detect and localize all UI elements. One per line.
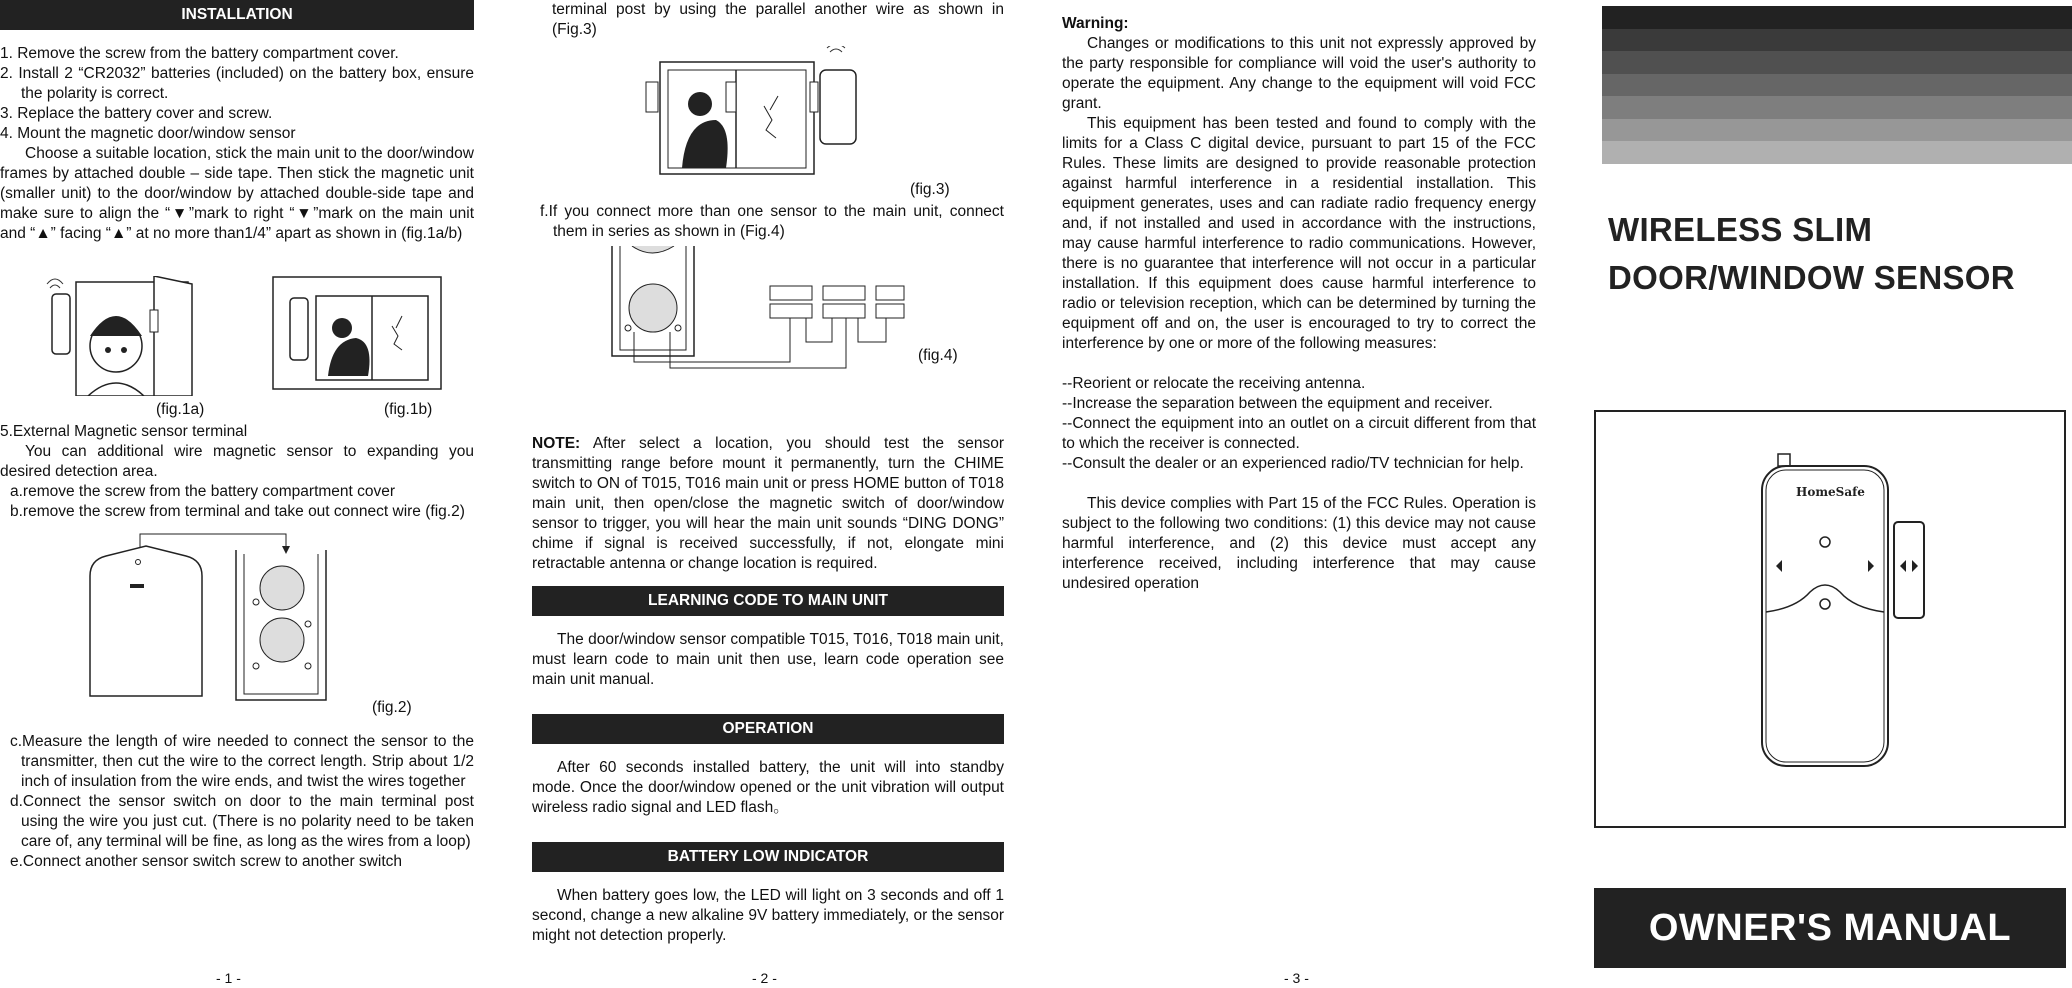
stripe-7 [1602,141,2072,164]
mount-paragraph: Choose a suitable location, stick the main unit to the door/window frames by attached double – side tape. Then stick the magnetic unit (smaller unit) to the door/window by attached double-side tape and make sure to align the “▼”mark to right “▼”mark on the main unit and “▲” facing “▲” at no more than1/4” apart as shown in (fig.1a/b) [0,145,474,242]
fig3-illustration [644,46,904,178]
battery-low-header: BATTERY LOW INDICATOR [532,842,1004,872]
figure-2 [0,522,474,732]
operation-header: OPERATION [532,714,1004,744]
fig3-caption: (fig.3) [910,181,950,198]
operation-text: After 60 seconds installed battery, the unit will into standby mode. Once the door/window opened or the unit vibration will output wireless radio signal and LED flash。 [532,759,1004,816]
page-number-1: - 1 - [216,970,241,986]
fig1b-illustration [272,276,442,390]
note-label: NOTE: [532,435,581,452]
installation-header: INSTALLATION [0,0,474,30]
sub-step-e: e.Connect another sensor switch screw to another switch [10,853,402,870]
fig2-illustration [86,528,346,704]
step-1: 1. Remove the screw from the battery compartment cover. [0,45,399,62]
device-frame [1594,410,2066,828]
page-2 [532,0,1004,946]
owners-manual-banner: OWNER'S MANUAL [1594,888,2066,968]
note-paragraph [532,434,1004,574]
step-3: 3. Replace the battery cover and screw. [0,105,273,122]
step-5: 5.External Magnetic sensor terminal [0,423,248,440]
page-3 [1062,14,1536,594]
stripe-3 [1602,51,2072,74]
device-logo: HomeSafe [1796,485,1865,499]
warning-label: Warning: [1062,15,1129,32]
fig1b-caption: (fig.1b) [384,401,433,418]
stripe-4 [1602,74,2072,97]
sub-step-c: c.Measure the length of wire needed to connect the sensor to the transmitter, then cut the wire to the correct length. Strip about 1/2 inch of insulation from the wire ends, and twist the wires together [10,733,474,790]
page-1 [0,0,474,872]
page-number-3: - 3 - [1284,970,1309,986]
warning-paragraph-3: This device complies with Part 15 of the FCC Rules. Operation is subject to the following two conditions: (1) this device may not cause harmful interference, and (2) this device must accept any interference received, including interference that may cause undesired operation [1062,495,1536,592]
stripe-1 [1602,6,2072,29]
cover-title [1608,206,2015,302]
warning-paragraph-2: This equipment has been tested and found to comply with the limits for a Class C digital device, pursuant to part 15 of the FCC Rules. These limits are designed to provide reasonable protection against harmful interference in a residential installation. This equipment generates, uses and can radiate radio frequency energy and, if not installed and used in accordance with the instructions, may cause harmful interference to radio communications. However, there is no guarantee that interference will not occur in a particular installation. If this equipment does cause harmful interference to radio or television reception, which can be determined by turning the equipment off and on, the user is encouraged to try to correct the interference by one or more of the following measures: [1062,115,1536,352]
measure-3: --Connect the equipment into an outlet on a circuit different from that to which the receiver is connected. [1062,415,1536,452]
note-text: After select a location, you should test the sensor transmitting range before mount it permanently, turn the CHIME switch to ON of T015, T016 main unit or press HOME button of T018 main unit, then open/close the magnetic switch of door/window sensor to trigger, you will hear the main unit sounds “DING DONG” chime if signal is received successfully, if not, elongate mini retractable antenna or change location is required. [532,435,1004,572]
stripe-banner [1602,6,2072,164]
measure-1: --Reorient or relocate the receiving antenna. [1062,375,1366,392]
figure-4 [532,242,1004,434]
measure-2: --Increase the separation between the equipment and receiver. [1062,395,1493,412]
title-line-2: DOOR/WINDOW SENSOR [1608,259,2015,296]
device-illustration [1756,452,1936,772]
figure-1 [0,244,474,422]
step-5-paragraph: You can additional wire magnetic sensor to expanding you desired detection area. [0,443,474,480]
stripe-2 [1602,29,2072,52]
stripe-5 [1602,96,2072,119]
sub-step-b: b.remove the screw from terminal and take out connect wire (fig.2) [10,503,465,520]
warning-paragraph-1: Changes or modifications to this unit not expressly approved by the party responsible for compliance will void the user's authority to operate the equipment. Any change to the equipment will void FCC grant. [1062,35,1536,112]
title-line-1: WIRELESS SLIM [1608,211,1873,248]
measure-4: --Consult the dealer or an experienced radio/TV technician for help. [1062,455,1524,472]
sub-step-f: f.If you connect more than one sensor to the main unit, connect them in series as shown in (Fig.4) [540,203,1004,240]
battery-low-text: When battery goes low, the LED will light on 3 seconds and off 1 second, change a new alkaline 9V battery immediately, or the sensor might not detection properly. [532,887,1004,944]
sub-step-d: d.Connect the sensor switch on door to the main terminal post using the wire you just cut. (There is no polarity need to be taken care of, any terminal will be fine, as long as the wires from a loop) [10,793,474,850]
sub-step-a: a.remove the screw from the battery compartment cover [10,483,396,500]
figure-3 [532,40,1004,202]
fig2-caption: (fig.2) [372,699,412,716]
sub-step-e-continued: terminal post by using the parallel another wire as shown in (Fig.3) [552,1,1004,38]
fig1a-illustration [44,276,194,396]
learning-code-text: The door/window sensor compatible T015, T016, T018 main unit, must learn code to main unit then use, learn code operation see main unit manual. [532,631,1004,688]
fig4-illustration [610,246,906,372]
fig4-caption: (fig.4) [918,347,958,364]
fig1a-caption: (fig.1a) [156,401,205,418]
step-2: 2. Install 2 “CR2032” batteries (included) on the battery box, ensure the polarity is correct. [0,65,474,102]
stripe-6 [1602,119,2072,142]
step-4: 4. Mount the magnetic door/window sensor [0,125,296,142]
page-number-2: - 2 - [752,970,777,986]
learning-code-header: LEARNING CODE TO MAIN UNIT [532,586,1004,616]
